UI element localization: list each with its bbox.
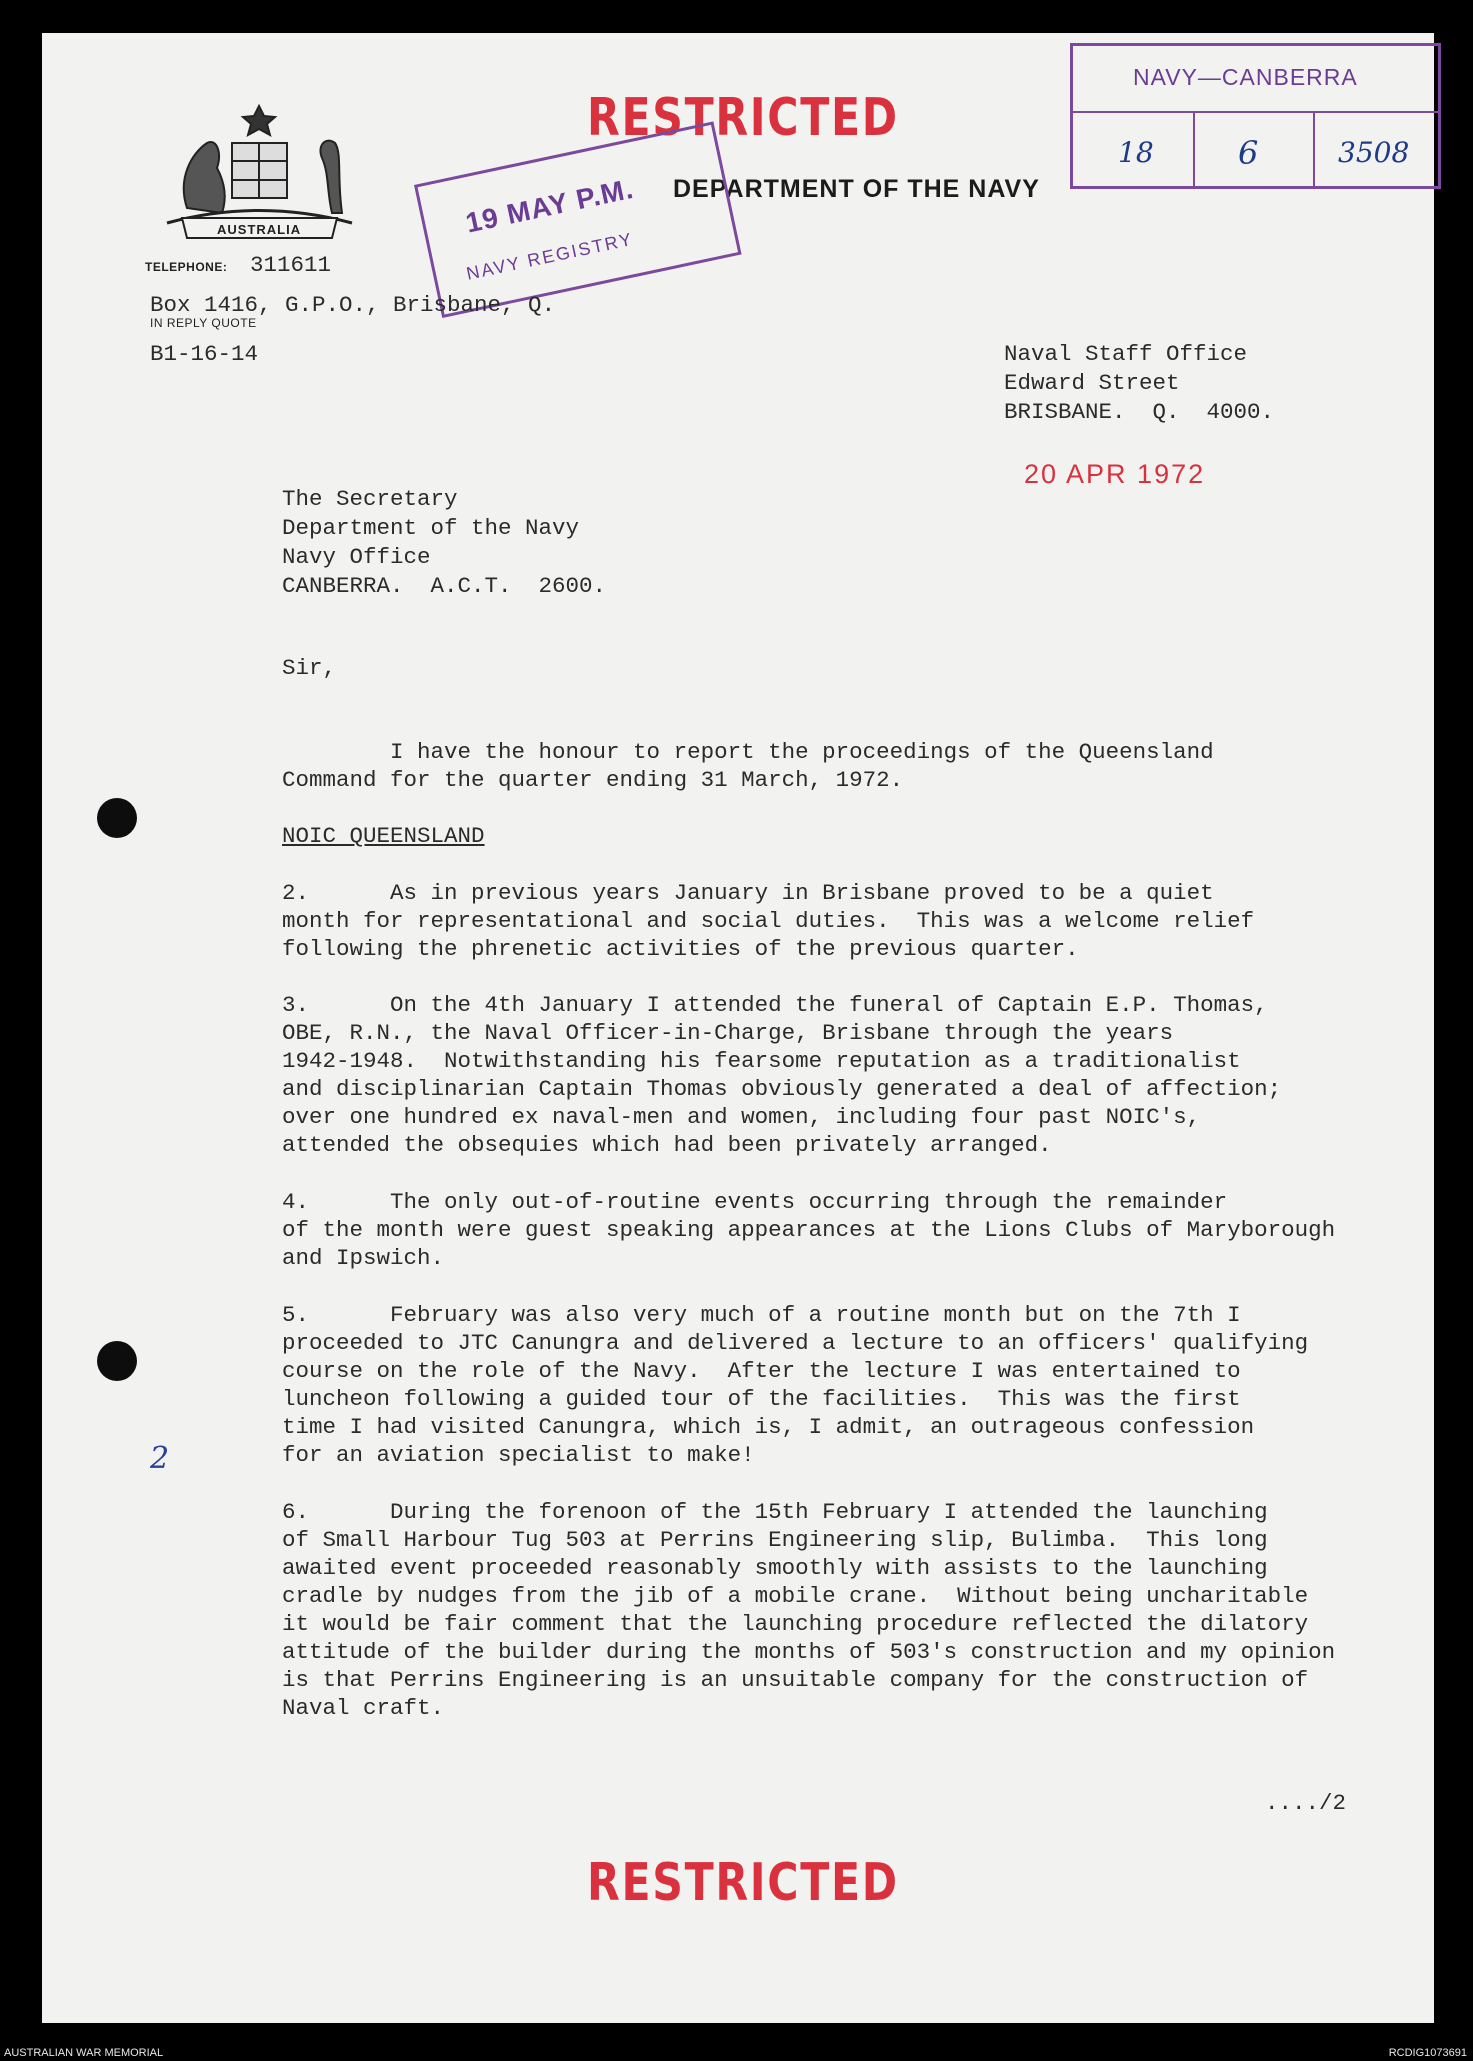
paragraph-line: Naval craft.: [282, 1695, 445, 1721]
navy-canberra-cell-1: 18: [1118, 136, 1154, 169]
registry-stamp: [414, 121, 742, 318]
recipient-address-line: The Secretary: [282, 486, 458, 512]
paragraph-line: attended the obsequies which had been privately arranged.: [282, 1132, 1052, 1158]
paragraph-line: OBE, R.N., the Naval Officer-in-Charge, Brisbane through the years: [282, 1020, 1174, 1046]
paragraph-line: 2. As in previous years January in Brisbane proved to be a quiet: [282, 880, 1214, 906]
restricted-stamp-top: RESTRICTED: [587, 88, 899, 148]
paragraph-line: month for representational and social duties. This was a welcome relief: [282, 908, 1255, 934]
intro-line: Command for the quarter ending 31 March, 1972.: [282, 767, 904, 793]
box-address: Box 1416, G.P.O., Brisbane, Q.: [150, 292, 556, 318]
footer-left: AUSTRALIAN WAR MEMORIAL: [4, 2047, 164, 2059]
paragraph-line: proceeded to JTC Canungra and delivered a lecture to an officers' qualifying: [282, 1330, 1309, 1356]
paragraph-line: attitude of the builder during the months of 503's construction and my opinion: [282, 1639, 1336, 1665]
intro-paragraph: [282, 738, 1214, 794]
paragraph-line: 6. During the forenoon of the 15th February I attended the launching: [282, 1499, 1268, 1525]
paragraph-line: of Small Harbour Tug 503 at Perrins Engineering slip, Bulimba. This long: [282, 1527, 1268, 1553]
recipient-address-line: Navy Office: [282, 544, 431, 570]
intro-line: I have the honour to report the proceedings of the Queensland: [282, 739, 1214, 765]
paragraph-6: [282, 1498, 1335, 1722]
paragraph-line: it would be fair comment that the launching procedure reflected the dilatory: [282, 1611, 1309, 1637]
punch-hole: [97, 798, 137, 838]
crest-label: AUSTRALIA: [217, 222, 302, 237]
navy-canberra-cell-3: 3508: [1338, 136, 1410, 169]
recipient-address-line: CANBERRA. A.C.T. 2600.: [282, 573, 607, 599]
paragraph-line: is that Perrins Engineering is an unsuitable company for the construction of: [282, 1667, 1309, 1693]
footer-right: RCDIG1073691: [1388, 2047, 1467, 2059]
paragraph-line: 4. The only out-of-routine events occurring through the remainder: [282, 1189, 1228, 1215]
sender-address-line: Naval Staff Office: [1004, 341, 1248, 367]
reference-number: B1-16-14: [150, 341, 259, 367]
margin-note: 2: [150, 1441, 170, 1476]
telephone-label: TELEPHONE:: [145, 260, 228, 274]
paragraph-line: time I had visited Canungra, which is, I admit, an outrageous confession: [282, 1414, 1255, 1440]
paragraph-line: and disciplinarian Captain Thomas obviously generated a deal of affection;: [282, 1076, 1282, 1102]
letter-page: [42, 33, 1434, 2023]
paragraph-line: 1942-1948. Notwithstanding his fearsome reputation as a traditionalist: [282, 1048, 1241, 1074]
paragraph-4: [282, 1188, 1335, 1272]
telephone-number: 311611: [250, 252, 332, 278]
paragraph-3: [282, 991, 1281, 1159]
paragraph-line: of the month were guest speaking appearances at the Lions Clubs of Maryborough: [282, 1217, 1336, 1243]
reply-quote-label: IN REPLY QUOTE: [150, 316, 257, 330]
sender-address-line: Edward Street: [1004, 370, 1180, 396]
coat-of-arms-icon: [147, 98, 372, 258]
paragraph-line: 5. February was also very much of a routine month but on the 7th I: [282, 1302, 1241, 1328]
registry-date: 19 MAY P.M.: [462, 172, 637, 239]
recipient-address-line: Department of the Navy: [282, 515, 580, 541]
registry-label: NAVY REGISTRY: [464, 228, 636, 284]
restricted-stamp-bottom: RESTRICTED: [587, 1853, 899, 1913]
navy-canberra-stamp: [1070, 43, 1441, 189]
paragraph-line: 3. On the 4th January I attended the funeral of Captain E.P. Thomas,: [282, 992, 1268, 1018]
sender-address-line: BRISBANE. Q. 4000.: [1004, 399, 1275, 425]
paragraph-line: for an aviation specialist to make!: [282, 1442, 755, 1468]
received-date-stamp: 20 APR 1972: [1024, 459, 1206, 489]
paragraph-line: and Ipswich.: [282, 1245, 445, 1271]
paragraph-line: following the phrenetic activities of the previous quarter.: [282, 936, 1079, 962]
navy-canberra-title: NAVY—CANBERRA: [1133, 64, 1358, 90]
salutation: Sir,: [282, 655, 337, 681]
department-heading: DEPARTMENT OF THE NAVY: [673, 175, 1040, 203]
paragraph-5: [282, 1301, 1308, 1469]
section-heading: NOIC QUEENSLAND: [282, 823, 485, 849]
paragraph-2: [282, 879, 1254, 963]
page-continuation: ..../2: [1265, 1790, 1347, 1816]
paragraph-line: luncheon following a guided tour of the facilities. This was the first: [282, 1386, 1241, 1412]
paragraph-line: course on the role of the Navy. After the lecture I was entertained to: [282, 1358, 1241, 1384]
navy-canberra-cell-2: 6: [1238, 134, 1259, 172]
paragraph-line: awaited event proceeded reasonably smoothly with assists to the launching: [282, 1555, 1268, 1581]
paragraph-line: over one hundred ex naval-men and women, including four past NOIC's,: [282, 1104, 1201, 1130]
paragraph-line: cradle by nudges from the jib of a mobile crane. Without being uncharitable: [282, 1583, 1309, 1609]
punch-hole: [97, 1341, 137, 1381]
